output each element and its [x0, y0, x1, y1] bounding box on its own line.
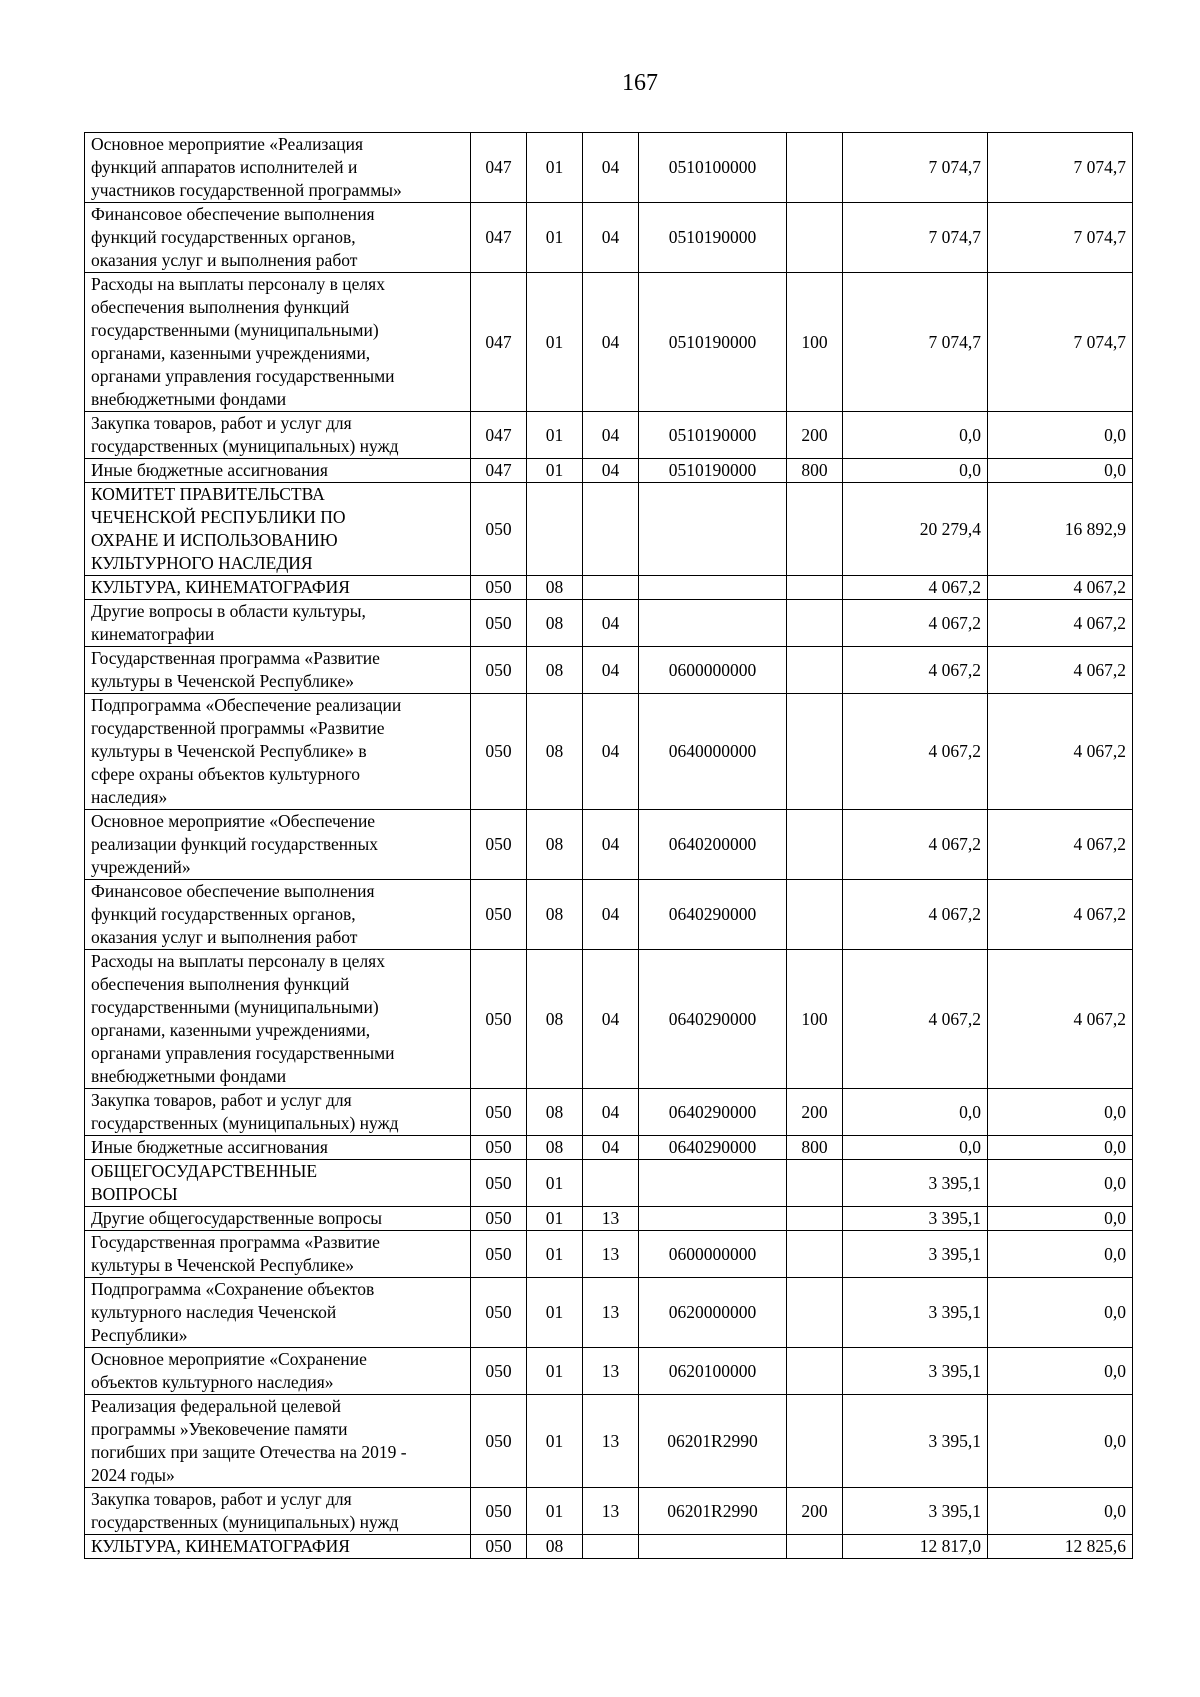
item-name-line: культурного наследия Чеченской	[91, 1302, 337, 1322]
item-name-line: КУЛЬТУРА, КИНЕМАТОГРАФИЯ	[91, 1536, 350, 1556]
item-name-line: органами управления государственными	[91, 366, 395, 386]
subsection-code-cell: 13	[583, 1348, 639, 1395]
amount-year-1-cell: 20 279,4	[843, 483, 988, 576]
amount-year-2-cell: 0,0	[988, 412, 1133, 459]
table-row	[85, 1348, 1133, 1395]
section-code-cell: 01	[527, 459, 583, 483]
ved-code-cell: 050	[471, 1488, 527, 1535]
table-row	[85, 459, 1133, 483]
item-name-line: органами управления государственными	[91, 1043, 395, 1063]
table-row	[85, 694, 1133, 810]
item-name-line: Финансовое обеспечение выполнения	[91, 204, 375, 224]
section-code-cell: 08	[527, 1136, 583, 1160]
expense-type-code-cell	[787, 880, 843, 950]
item-name-line: обеспечения выполнения функций	[91, 974, 350, 994]
table-row	[85, 600, 1133, 647]
table-row	[85, 133, 1133, 203]
table-row	[85, 1231, 1133, 1278]
item-name-line: Финансовое обеспечение выполнения	[91, 881, 375, 901]
item-name-line: Другие общегосударственные вопросы	[91, 1208, 383, 1228]
amount-year-2-cell: 12 825,6	[988, 1535, 1133, 1559]
table-row	[85, 273, 1133, 412]
item-name-line: Закупка товаров, работ и услуг для	[91, 1489, 352, 1509]
expense-type-code-cell	[787, 1207, 843, 1231]
target-item-code-cell	[639, 1207, 787, 1231]
table-row	[85, 810, 1133, 880]
section-code-cell: 01	[527, 1160, 583, 1207]
amount-year-1-cell: 0,0	[843, 1089, 988, 1136]
item-name-line: Другие вопросы в области культуры,	[91, 601, 366, 621]
item-name-cell	[85, 133, 471, 203]
item-name-line: Иные бюджетные ассигнования	[91, 460, 328, 480]
item-name-line: Реализация федеральной целевой	[91, 1396, 342, 1416]
expense-type-code-cell: 100	[787, 950, 843, 1089]
amount-year-1-cell: 4 067,2	[843, 600, 988, 647]
target-item-code-cell: 0640290000	[639, 880, 787, 950]
table-row	[85, 1136, 1133, 1160]
item-name-cell	[85, 273, 471, 412]
item-name-line: функций государственных органов,	[91, 904, 356, 924]
target-item-code-cell: 0510190000	[639, 203, 787, 273]
ved-code-cell: 047	[471, 273, 527, 412]
subsection-code-cell: 04	[583, 133, 639, 203]
ved-code-cell: 050	[471, 810, 527, 880]
item-name-line: функций аппаратов исполнителей и	[91, 157, 358, 177]
ved-code-cell: 050	[471, 1207, 527, 1231]
item-name-line: оказания услуг и выполнения работ	[91, 927, 358, 947]
amount-year-2-cell: 0,0	[988, 1207, 1133, 1231]
target-item-code-cell: 0510190000	[639, 412, 787, 459]
target-item-code-cell	[639, 1160, 787, 1207]
section-code-cell: 08	[527, 880, 583, 950]
item-name-cell	[85, 880, 471, 950]
item-name-line: погибших при защите Отечества на 2019 -	[91, 1442, 407, 1462]
target-item-code-cell: 0600000000	[639, 1231, 787, 1278]
amount-year-1-cell: 3 395,1	[843, 1207, 988, 1231]
ved-code-cell: 050	[471, 950, 527, 1089]
item-name-line: Подпрограмма «Обеспечение реализации	[91, 695, 402, 715]
target-item-code-cell	[639, 1535, 787, 1559]
item-name-cell	[85, 1348, 471, 1395]
subsection-code-cell	[583, 576, 639, 600]
ved-code-cell: 050	[471, 1348, 527, 1395]
item-name-line: Расходы на выплаты персоналу в целях	[91, 274, 385, 294]
target-item-code-cell: 0620000000	[639, 1278, 787, 1348]
target-item-code-cell: 06201R2990	[639, 1395, 787, 1488]
item-name-line: КОМИТЕТ ПРАВИТЕЛЬСТВА	[91, 484, 325, 504]
table-row	[85, 203, 1133, 273]
target-item-code-cell: 0600000000	[639, 647, 787, 694]
ved-code-cell: 050	[471, 1160, 527, 1207]
target-item-code-cell	[639, 600, 787, 647]
section-code-cell	[527, 483, 583, 576]
subsection-code-cell: 04	[583, 273, 639, 412]
section-code-cell: 01	[527, 1278, 583, 1348]
amount-year-2-cell: 0,0	[988, 1488, 1133, 1535]
subsection-code-cell: 13	[583, 1207, 639, 1231]
subsection-code-cell: 04	[583, 1089, 639, 1136]
item-name-line: учреждений»	[91, 857, 191, 877]
item-name-line: Основное мероприятие «Сохранение	[91, 1349, 367, 1369]
item-name-line: органами, казенными учреждениями,	[91, 1020, 371, 1040]
ved-code-cell: 047	[471, 459, 527, 483]
subsection-code-cell: 04	[583, 459, 639, 483]
amount-year-2-cell: 7 074,7	[988, 133, 1133, 203]
amount-year-1-cell: 7 074,7	[843, 273, 988, 412]
item-name-line: Закупка товаров, работ и услуг для	[91, 413, 352, 433]
target-item-code-cell: 0640290000	[639, 1136, 787, 1160]
amount-year-1-cell: 0,0	[843, 412, 988, 459]
section-code-cell: 08	[527, 1089, 583, 1136]
item-name-cell	[85, 694, 471, 810]
expense-type-code-cell: 200	[787, 412, 843, 459]
item-name-cell	[85, 576, 471, 600]
item-name-line: ВОПРОСЫ	[91, 1184, 178, 1204]
amount-year-1-cell: 0,0	[843, 459, 988, 483]
ved-code-cell: 047	[471, 203, 527, 273]
item-name-line: обеспечения выполнения функций	[91, 297, 350, 317]
section-code-cell: 01	[527, 1207, 583, 1231]
item-name-line: культуры в Чеченской Республике»	[91, 1255, 354, 1275]
subsection-code-cell	[583, 1160, 639, 1207]
amount-year-2-cell: 4 067,2	[988, 880, 1133, 950]
expense-type-code-cell: 200	[787, 1488, 843, 1535]
amount-year-2-cell: 0,0	[988, 1089, 1133, 1136]
ved-code-cell: 050	[471, 483, 527, 576]
ved-code-cell: 047	[471, 412, 527, 459]
section-code-cell: 01	[527, 1231, 583, 1278]
table-row	[85, 1488, 1133, 1535]
ved-code-cell: 050	[471, 1535, 527, 1559]
table-row	[85, 1395, 1133, 1488]
section-code-cell: 01	[527, 203, 583, 273]
amount-year-2-cell: 4 067,2	[988, 647, 1133, 694]
item-name-line: Республики»	[91, 1325, 188, 1345]
subsection-code-cell: 13	[583, 1231, 639, 1278]
item-name-line: внебюджетными фондами	[91, 389, 287, 409]
ved-code-cell: 050	[471, 576, 527, 600]
amount-year-1-cell: 3 395,1	[843, 1278, 988, 1348]
item-name-cell	[85, 1395, 471, 1488]
amount-year-1-cell: 0,0	[843, 1136, 988, 1160]
ved-code-cell: 050	[471, 647, 527, 694]
section-code-cell: 08	[527, 600, 583, 647]
subsection-code-cell: 04	[583, 694, 639, 810]
item-name-cell	[85, 412, 471, 459]
target-item-code-cell: 0640290000	[639, 1089, 787, 1136]
item-name-cell	[85, 1535, 471, 1559]
item-name-cell	[85, 1278, 471, 1348]
table-row	[85, 647, 1133, 694]
item-name-line: Государственная программа «Развитие	[91, 648, 380, 668]
amount-year-2-cell: 0,0	[988, 1395, 1133, 1488]
target-item-code-cell	[639, 483, 787, 576]
expense-type-code-cell	[787, 1535, 843, 1559]
target-item-code-cell: 0510190000	[639, 459, 787, 483]
item-name-line: наследия»	[91, 787, 168, 807]
table-row	[85, 483, 1133, 576]
item-name-line: реализации функций государственных	[91, 834, 379, 854]
expense-type-code-cell	[787, 1160, 843, 1207]
expense-type-code-cell: 100	[787, 273, 843, 412]
amount-year-1-cell: 4 067,2	[843, 647, 988, 694]
target-item-code-cell: 0640200000	[639, 810, 787, 880]
ved-code-cell: 050	[471, 1136, 527, 1160]
target-item-code-cell: 0640000000	[639, 694, 787, 810]
ved-code-cell: 047	[471, 133, 527, 203]
item-name-line: ЧЕЧЕНСКОЙ РЕСПУБЛИКИ ПО	[91, 507, 346, 527]
item-name-line: государственных (муниципальных) нужд	[91, 1113, 399, 1133]
amount-year-1-cell: 4 067,2	[843, 950, 988, 1089]
expense-type-code-cell: 800	[787, 1136, 843, 1160]
item-name-line: государственными (муниципальными)	[91, 320, 379, 340]
ved-code-cell: 050	[471, 1089, 527, 1136]
item-name-line: объектов культурного наследия»	[91, 1372, 334, 1392]
expense-type-code-cell	[787, 1231, 843, 1278]
section-code-cell: 08	[527, 647, 583, 694]
subsection-code-cell: 13	[583, 1278, 639, 1348]
item-name-line: участников государственной программы»	[91, 180, 402, 200]
amount-year-2-cell: 7 074,7	[988, 203, 1133, 273]
amount-year-2-cell: 0,0	[988, 459, 1133, 483]
table-row	[85, 1160, 1133, 1207]
expense-type-code-cell	[787, 203, 843, 273]
amount-year-1-cell: 3 395,1	[843, 1231, 988, 1278]
item-name-cell	[85, 1089, 471, 1136]
amount-year-2-cell: 4 067,2	[988, 810, 1133, 880]
ved-code-cell: 050	[471, 1231, 527, 1278]
amount-year-2-cell: 0,0	[988, 1160, 1133, 1207]
section-code-cell: 08	[527, 694, 583, 810]
section-code-cell: 08	[527, 950, 583, 1089]
item-name-line: Иные бюджетные ассигнования	[91, 1137, 328, 1157]
amount-year-2-cell: 0,0	[988, 1348, 1133, 1395]
item-name-line: культуры в Чеченской Республике»	[91, 671, 354, 691]
item-name-line: Основное мероприятие «Реализация	[91, 134, 363, 154]
expense-type-code-cell	[787, 694, 843, 810]
amount-year-1-cell: 7 074,7	[843, 203, 988, 273]
amount-year-2-cell: 4 067,2	[988, 600, 1133, 647]
subsection-code-cell: 13	[583, 1488, 639, 1535]
subsection-code-cell: 04	[583, 647, 639, 694]
item-name-cell	[85, 1207, 471, 1231]
item-name-cell	[85, 459, 471, 483]
item-name-line: государственных (муниципальных) нужд	[91, 1512, 399, 1532]
section-code-cell: 01	[527, 412, 583, 459]
section-code-cell: 01	[527, 133, 583, 203]
table-row	[85, 1207, 1133, 1231]
item-name-line: ОХРАНЕ И ИСПОЛЬЗОВАНИЮ	[91, 530, 338, 550]
subsection-code-cell: 04	[583, 600, 639, 647]
amount-year-2-cell: 0,0	[988, 1136, 1133, 1160]
section-code-cell: 01	[527, 1348, 583, 1395]
amount-year-1-cell: 3 395,1	[843, 1395, 988, 1488]
section-code-cell: 01	[527, 273, 583, 412]
table-row	[85, 1535, 1133, 1559]
item-name-line: функций государственных органов,	[91, 227, 356, 247]
item-name-line: Подпрограмма «Сохранение объектов	[91, 1279, 375, 1299]
item-name-line: Расходы на выплаты персоналу в целях	[91, 951, 385, 971]
item-name-cell	[85, 950, 471, 1089]
item-name-line: КУЛЬТУРА, КИНЕМАТОГРАФИЯ	[91, 577, 350, 597]
subsection-code-cell: 04	[583, 810, 639, 880]
amount-year-1-cell: 3 395,1	[843, 1160, 988, 1207]
amount-year-1-cell: 4 067,2	[843, 880, 988, 950]
item-name-line: сфере охраны объектов культурного	[91, 764, 360, 784]
expense-type-code-cell: 800	[787, 459, 843, 483]
item-name-line: внебюджетными фондами	[91, 1066, 287, 1086]
target-item-code-cell: 0510100000	[639, 133, 787, 203]
subsection-code-cell	[583, 483, 639, 576]
ved-code-cell: 050	[471, 694, 527, 810]
expense-type-code-cell	[787, 600, 843, 647]
amount-year-2-cell: 4 067,2	[988, 576, 1133, 600]
amount-year-1-cell: 4 067,2	[843, 576, 988, 600]
ved-code-cell: 050	[471, 1278, 527, 1348]
item-name-line: государственными (муниципальными)	[91, 997, 379, 1017]
expense-type-code-cell	[787, 810, 843, 880]
item-name-cell	[85, 600, 471, 647]
subsection-code-cell: 04	[583, 412, 639, 459]
section-code-cell: 08	[527, 810, 583, 880]
item-name-cell	[85, 647, 471, 694]
expense-type-code-cell	[787, 1278, 843, 1348]
section-code-cell: 08	[527, 576, 583, 600]
amount-year-1-cell: 4 067,2	[843, 810, 988, 880]
amount-year-1-cell: 4 067,2	[843, 694, 988, 810]
table-row	[85, 880, 1133, 950]
item-name-line: ОБЩЕГОСУДАРСТВЕННЫЕ	[91, 1161, 318, 1181]
ved-code-cell: 050	[471, 1395, 527, 1488]
item-name-line: оказания услуг и выполнения работ	[91, 250, 358, 270]
item-name-cell	[85, 1136, 471, 1160]
subsection-code-cell: 04	[583, 950, 639, 1089]
item-name-line: Основное мероприятие «Обеспечение	[91, 811, 376, 831]
item-name-line: программы »Увековечение памяти	[91, 1419, 348, 1439]
table-row	[85, 950, 1133, 1089]
section-code-cell: 08	[527, 1535, 583, 1559]
target-item-code-cell: 06201R2990	[639, 1488, 787, 1535]
budget-table	[84, 132, 1133, 1559]
subsection-code-cell: 04	[583, 203, 639, 273]
expense-type-code-cell	[787, 133, 843, 203]
expense-type-code-cell	[787, 1348, 843, 1395]
amount-year-1-cell: 12 817,0	[843, 1535, 988, 1559]
page-number: 167	[622, 70, 658, 96]
ved-code-cell: 050	[471, 600, 527, 647]
amount-year-2-cell: 16 892,9	[988, 483, 1133, 576]
section-code-cell: 01	[527, 1395, 583, 1488]
item-name-cell	[85, 483, 471, 576]
item-name-line: кинематографии	[91, 624, 215, 644]
amount-year-2-cell: 7 074,7	[988, 273, 1133, 412]
subsection-code-cell: 04	[583, 1136, 639, 1160]
subsection-code-cell: 04	[583, 880, 639, 950]
expense-type-code-cell: 200	[787, 1089, 843, 1136]
section-code-cell: 01	[527, 1488, 583, 1535]
target-item-code-cell: 0620100000	[639, 1348, 787, 1395]
item-name-line: органами, казенными учреждениями,	[91, 343, 371, 363]
item-name-cell	[85, 810, 471, 880]
subsection-code-cell: 13	[583, 1395, 639, 1488]
target-item-code-cell	[639, 576, 787, 600]
amount-year-1-cell: 3 395,1	[843, 1348, 988, 1395]
amount-year-1-cell: 3 395,1	[843, 1488, 988, 1535]
table-row	[85, 1278, 1133, 1348]
item-name-cell	[85, 203, 471, 273]
subsection-code-cell	[583, 1535, 639, 1559]
amount-year-2-cell: 0,0	[988, 1231, 1133, 1278]
item-name-cell	[85, 1488, 471, 1535]
amount-year-1-cell: 7 074,7	[843, 133, 988, 203]
ved-code-cell: 050	[471, 880, 527, 950]
item-name-line: культуры в Чеченской Республике» в	[91, 741, 367, 761]
item-name-line: государственных (муниципальных) нужд	[91, 436, 399, 456]
expense-type-code-cell	[787, 576, 843, 600]
table-row	[85, 576, 1133, 600]
item-name-line: КУЛЬТУРНОГО НАСЛЕДИЯ	[91, 553, 313, 573]
table-row	[85, 1089, 1133, 1136]
expense-type-code-cell	[787, 647, 843, 694]
amount-year-2-cell: 0,0	[988, 1278, 1133, 1348]
item-name-cell	[85, 1231, 471, 1278]
item-name-line: 2024 годы»	[91, 1465, 175, 1485]
table-row	[85, 412, 1133, 459]
target-item-code-cell: 0640290000	[639, 950, 787, 1089]
item-name-line: государственной программы «Развитие	[91, 718, 385, 738]
target-item-code-cell: 0510190000	[639, 273, 787, 412]
amount-year-2-cell: 4 067,2	[988, 694, 1133, 810]
item-name-line: Государственная программа «Развитие	[91, 1232, 380, 1252]
expense-type-code-cell	[787, 1395, 843, 1488]
item-name-line: Закупка товаров, работ и услуг для	[91, 1090, 352, 1110]
amount-year-2-cell: 4 067,2	[988, 950, 1133, 1089]
item-name-cell	[85, 1160, 471, 1207]
expense-type-code-cell	[787, 483, 843, 576]
